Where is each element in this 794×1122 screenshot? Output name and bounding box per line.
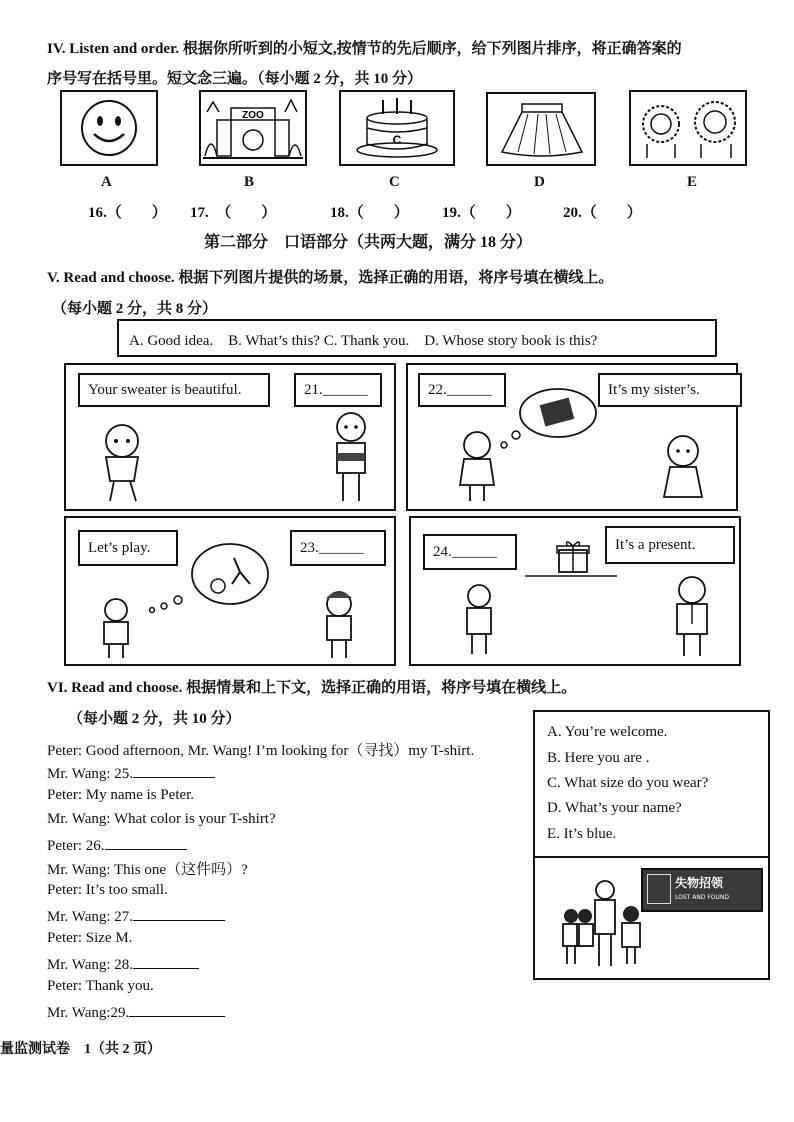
panel1-right-text: 21.______: [304, 381, 368, 398]
dialog-line-8: [47, 906, 225, 926]
picture-b: [199, 90, 307, 166]
people-group-icon: [557, 876, 647, 970]
smiley-face-icon: [62, 92, 156, 164]
section5-options-box: [117, 319, 717, 357]
blank-26[interactable]: [105, 835, 187, 850]
thought-cloud-football-icon: [136, 538, 270, 618]
small-girl-figure-icon: [452, 429, 502, 505]
dialog-line-7: Peter: It’s too small.: [47, 882, 168, 898]
dialog-line-4: Mr. Wang: What color is your T-shirt?: [47, 811, 276, 827]
section4-title-line2: 序号写在括号里。短文念三遍。（每小题 2 分，共 10 分）: [47, 71, 423, 87]
dialog-line-11: Peter: Thank you.: [47, 978, 154, 994]
panel1-left-text: Your sweater is beautiful.: [88, 381, 242, 398]
person-sign-icon: [647, 874, 671, 904]
section6-title: VI. Read and choose. 根据情景和上下文，选择正确的用语，将序号填在横线上。: [47, 680, 577, 696]
child-figure-icon: [457, 582, 501, 658]
thought-cloud-book-icon: [492, 383, 602, 453]
blank-29[interactable]: [129, 1002, 225, 1017]
part2-title: 第二部分 口语部分（共两大题，满分 18 分）: [204, 234, 533, 251]
dialog-line-8-text: Mr. Wang: 27.: [47, 909, 134, 925]
zoo-gate-icon: [201, 92, 305, 164]
boy-figure-icon: [326, 409, 376, 505]
dialog-line-6: Mr. Wang: This one（这件吗）?: [47, 862, 248, 878]
section5-score: （每小题 2 分，共 8 分）: [52, 301, 218, 317]
sign-en: LOST AND FOUND: [675, 894, 730, 901]
sign-cn: 失物招领: [675, 876, 724, 890]
girl-figure-icon: [94, 421, 150, 505]
blank-25[interactable]: [133, 763, 215, 778]
label-c: C: [389, 174, 400, 190]
picture-e: [629, 90, 747, 166]
picture-c: [339, 90, 455, 166]
answer-18[interactable]: 18.（ ）: [330, 205, 409, 221]
option-e: E. It’s blue.: [547, 826, 617, 842]
gift-box-icon: [521, 538, 621, 578]
option-d: D. What’s your name?: [547, 800, 682, 816]
sister-figure-icon: [656, 431, 710, 505]
dialog-line-10-text: Mr. Wang: 28.: [47, 957, 134, 973]
option-b: B. Here you are .: [547, 750, 650, 766]
answer-17[interactable]: 17. （ ）: [190, 205, 277, 221]
dialog-line-10: [47, 954, 199, 974]
label-e: E: [687, 174, 698, 190]
option-c: C. What size do you wear?: [547, 775, 709, 791]
picture-a: [60, 90, 158, 166]
panel4-left-bubble[interactable]: [423, 534, 517, 570]
panel2-right-bubble: [598, 373, 742, 407]
zoo-sign-text: ZOO: [242, 110, 264, 121]
panel2-right-text: It’s my sister’s.: [608, 381, 700, 398]
dialog-line-1: Peter: Good afternoon, Mr. Wang! I’m looking for（寻找）my T-shirt.: [47, 743, 475, 759]
kid-figure-icon: [94, 596, 138, 662]
skirt-icon: [488, 94, 594, 164]
answer-20[interactable]: 20.（ ）: [563, 205, 642, 221]
page-footer: 量监测试卷 1（共 2 页）: [0, 1042, 161, 1057]
comic-panel-1: [64, 363, 396, 511]
panel2-left-text: 22.______: [428, 381, 492, 398]
dialog-line-2: [47, 763, 215, 783]
dialog-line-12: [47, 1002, 225, 1022]
section5-options: A. Good idea. B. What’s this? C. Thank you. D. Whose story book is this?: [129, 333, 598, 349]
boy-with-cap-icon: [316, 586, 362, 662]
answer-19[interactable]: 19.（ ）: [442, 205, 521, 221]
picture-d: [486, 92, 596, 166]
dialog-line-12-text: Mr. Wang:29.: [47, 1005, 130, 1021]
dialog-line-3: Peter: My name is Peter.: [47, 787, 195, 803]
section6-score: （每小题 2 分，共 10 分）: [68, 711, 241, 727]
section4-title-line1: IV. Listen and order. 根据你所听到的小短文,按情节的先后顺序，给下列图片排序，将正确答案的: [47, 41, 682, 57]
panel1-left-bubble: [78, 373, 270, 407]
birthday-cake-icon: [341, 92, 453, 164]
answer-16[interactable]: 16.（ ）: [88, 205, 167, 221]
panel3-left-text: Let’s play.: [88, 539, 151, 556]
blank-28[interactable]: [133, 954, 199, 969]
panel3-right-bubble[interactable]: [290, 530, 386, 566]
dialog-line-9: Peter: Size M.: [47, 930, 133, 946]
dialog-line-5-text: Peter: 26.: [47, 838, 105, 854]
lions-icon: [631, 92, 745, 164]
blank-27[interactable]: [133, 906, 225, 921]
lost-and-found-sign: [641, 868, 763, 912]
comic-panel-2: [406, 363, 738, 511]
section5-title: V. Read and choose. 根据下列图片提供的场景，选择正确的用语，将序号填在横线上。: [47, 270, 614, 286]
panel4-right-text: It’s a present.: [615, 536, 696, 553]
dialog-line-2-text: Mr. Wang: 25.: [47, 766, 134, 782]
comic-panel-4: [409, 516, 741, 666]
label-b: B: [244, 174, 255, 190]
man-figure-icon: [667, 574, 717, 660]
panel4-right-bubble: [605, 526, 735, 564]
cake-letter: C: [392, 133, 402, 147]
panel3-right-text: 23.______: [300, 539, 364, 556]
options-divider: [535, 856, 768, 858]
comic-panel-3: [64, 516, 396, 666]
label-d: D: [534, 174, 545, 190]
label-a: A: [101, 174, 112, 190]
panel4-left-text: 24.______: [433, 543, 497, 560]
panel1-right-bubble[interactable]: [294, 373, 382, 407]
option-a: A. You’re welcome.: [547, 724, 668, 740]
section6-options-box: [533, 710, 770, 980]
dialog-line-5: [47, 835, 187, 855]
